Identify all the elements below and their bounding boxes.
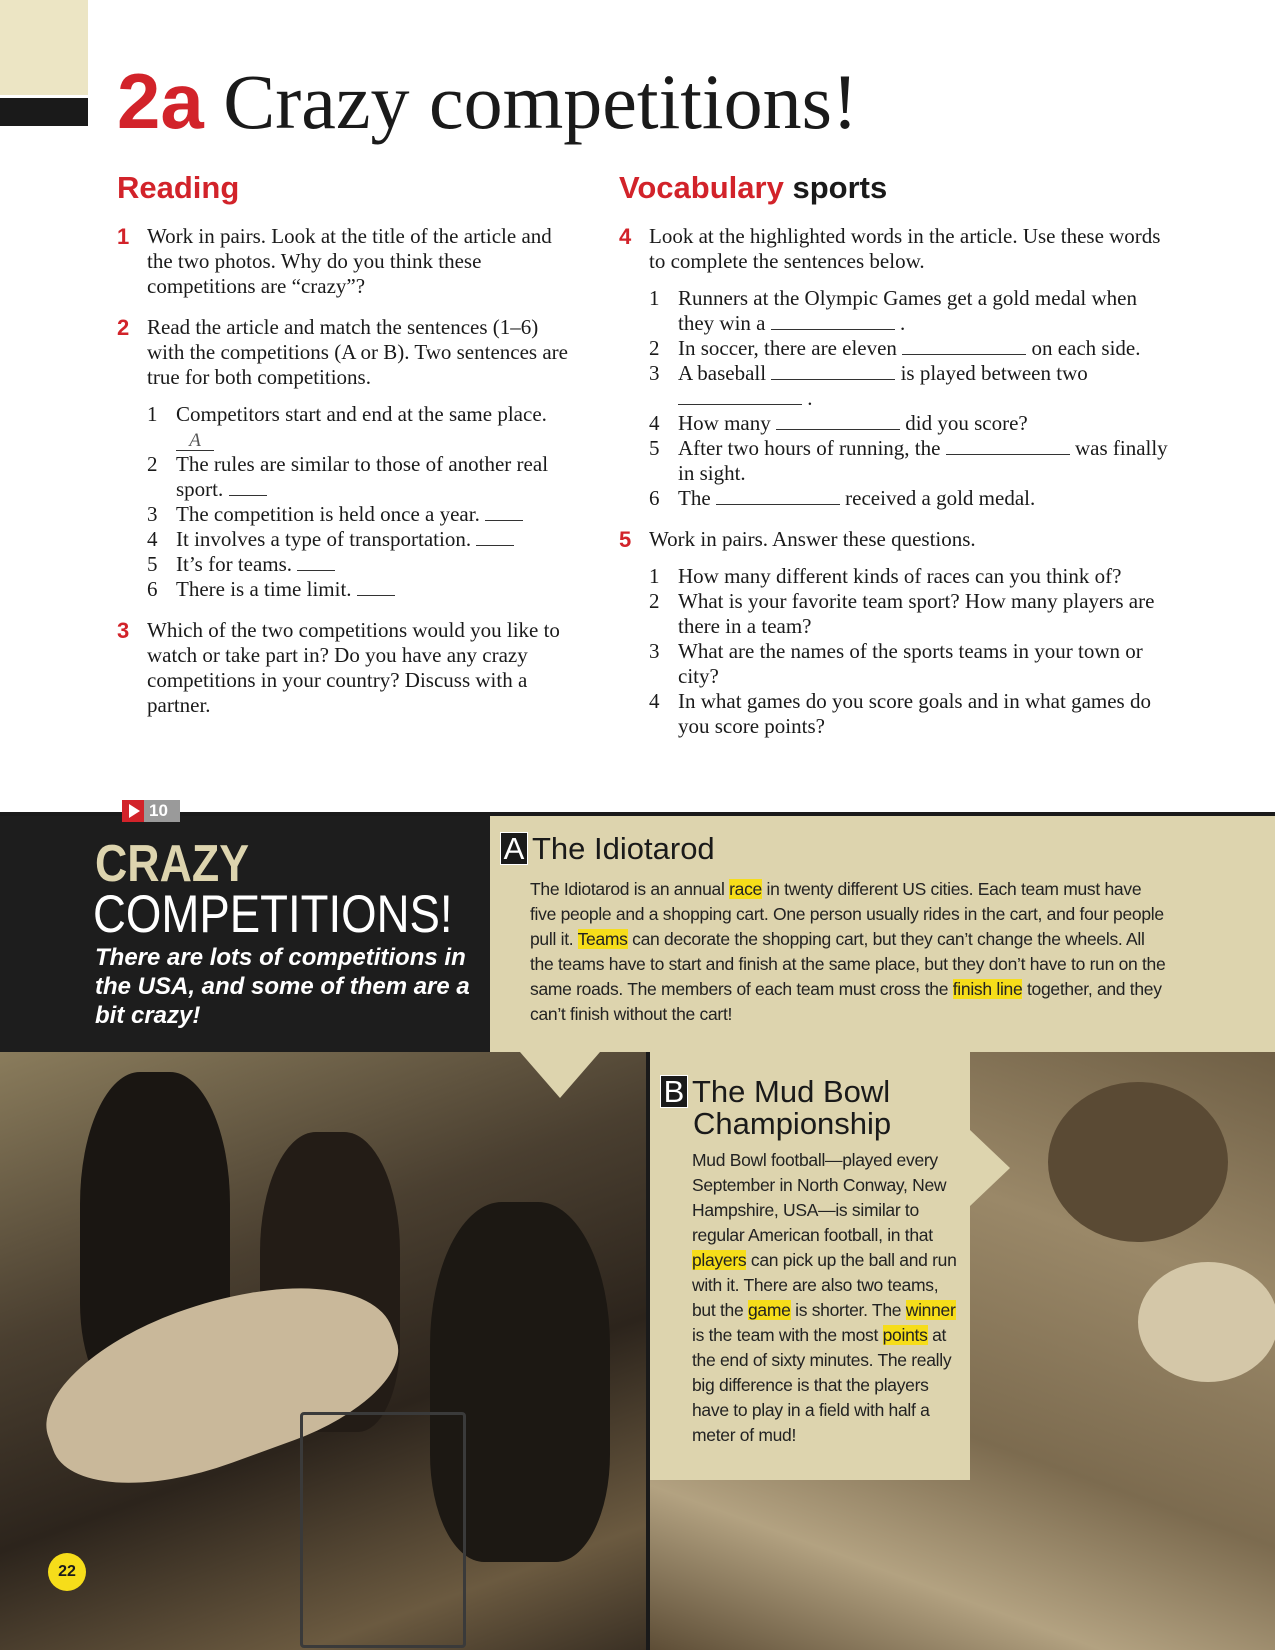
- body-text: in twenty different US cities. Each team must have five people and a shopping cart. One person usually rides in the cart, and four people pull it.: [530, 879, 1164, 949]
- reading-section: [117, 172, 577, 734]
- item-number: 2: [649, 336, 660, 360]
- question-list: [649, 564, 1174, 739]
- article-title-line1: CRAZY: [95, 835, 250, 893]
- item-number: 2: [649, 589, 660, 613]
- section-a-heading: The Idiotarod: [532, 831, 715, 866]
- list-item: [649, 361, 1174, 411]
- body-text: together, and they can’t finish without the cart!: [530, 979, 1162, 1024]
- list-item: [649, 564, 1174, 589]
- answer-blank[interactable]: [357, 595, 395, 596]
- photo-figure: [1048, 1082, 1228, 1242]
- play-icon[interactable]: [122, 800, 144, 822]
- exercise-number: 3: [117, 618, 130, 643]
- exercise-2: [117, 315, 577, 602]
- article-title-line2: COMPETITIONS!: [93, 885, 453, 944]
- exercise-text: Work in pairs. Look at the title of the article and the two photos. Why do you think these competitions are “crazy”?: [147, 224, 552, 298]
- section-b-heading-2: Championship: [693, 1106, 892, 1141]
- item-text: There is a time limit.: [176, 577, 352, 601]
- answer-blank[interactable]: [229, 495, 267, 496]
- item-number: 6: [147, 577, 158, 601]
- item-text: It involves a type of transportation.: [176, 527, 472, 551]
- fill-in-list: [649, 286, 1174, 511]
- item-number: 5: [147, 552, 158, 576]
- item-number: 4: [649, 689, 660, 713]
- body-text: is shorter. The: [790, 1300, 906, 1320]
- section-a-badge: A: [500, 832, 528, 865]
- item-text: Competitors start and end at the same place.: [176, 402, 547, 426]
- vocabulary-heading: [619, 172, 1174, 203]
- corner-tab: [0, 0, 88, 95]
- section-b-body: [692, 1148, 962, 1448]
- callout-pointer-b: [970, 1130, 1010, 1206]
- highlighted-word: finish line: [952, 979, 1023, 999]
- list-item: [147, 527, 577, 552]
- list-item: [649, 639, 1174, 689]
- item-text: was finally in sight.: [678, 436, 1168, 485]
- item-text: Runners at the Olympic Games get a gold medal when they win a: [678, 286, 1137, 335]
- item-number: 3: [649, 639, 660, 663]
- body-text: at the end of sixty minutes. The really big difference is that the players have to play in a field with half a meter of mud!: [692, 1325, 952, 1445]
- item-text: The: [678, 486, 711, 510]
- item-number: 4: [649, 411, 660, 435]
- shopping-cart: [300, 1412, 466, 1648]
- list-item: [649, 589, 1174, 639]
- exercise-1: [117, 224, 577, 299]
- item-number: 2: [147, 452, 158, 476]
- list-item: [147, 502, 577, 527]
- item-text: The rules are similar to those of another real sport.: [176, 452, 549, 501]
- item-text: What is your favorite team sport? How many players are there in a team?: [678, 589, 1155, 638]
- vocabulary-heading-red: Vocabulary: [619, 170, 784, 205]
- exercise-text: Work in pairs. Answer these questions.: [649, 527, 976, 551]
- unit-number: 2a: [117, 57, 204, 145]
- item-number: 6: [649, 486, 660, 510]
- list-item: [649, 486, 1174, 511]
- header-bar: [0, 98, 88, 126]
- item-text: A baseball: [678, 361, 767, 385]
- item-text: The competition is held once a year.: [176, 502, 480, 526]
- exercise-3: [117, 618, 577, 718]
- exercise-text: Look at the highlighted words in the article. Use these words to complete the sentences below.: [649, 224, 1161, 273]
- track-number: 10: [149, 801, 168, 820]
- list-item: [147, 552, 577, 577]
- item-text: .: [807, 386, 813, 410]
- reading-heading: Reading: [117, 170, 240, 205]
- exercise-number: 4: [619, 224, 632, 249]
- list-item: [649, 689, 1174, 739]
- item-text: How many different kinds of races can you think of?: [678, 564, 1122, 588]
- item-number: 5: [649, 436, 660, 460]
- list-item: [649, 336, 1174, 361]
- item-text: In what games do you score goals and in what games do you score points?: [678, 689, 1151, 738]
- section-b-title: [660, 1075, 891, 1140]
- item-text: It’s for teams.: [176, 552, 293, 576]
- body-text: can pick up the ball and run with it. There are also two teams, but the: [692, 1250, 957, 1320]
- answer-blank[interactable]: [297, 570, 335, 571]
- item-text: What are the names of the sports teams in your town or city?: [678, 639, 1143, 688]
- exercise-number: 1: [117, 224, 130, 249]
- fill-blank[interactable]: [771, 363, 895, 380]
- article-top-rule: [0, 812, 1275, 816]
- highlighted-word: points: [882, 1325, 928, 1345]
- exercise-text: Which of the two competitions would you like to watch or take part in? Do you have any crazy competitions in your country? Discuss with a partner.: [147, 618, 560, 717]
- highlighted-word: game: [747, 1300, 791, 1320]
- item-text: received a gold medal.: [845, 486, 1036, 510]
- body-text: can decorate the shopping cart, but they can’t change the wheels. All the teams have to start and finish at the same place, but they don’t have to run on the same roads. The members of each team must cross the: [530, 929, 1166, 999]
- highlighted-word: winner: [905, 1300, 956, 1320]
- body-text: is the team with the most: [692, 1325, 883, 1345]
- item-number: 3: [147, 502, 158, 526]
- answer-blank[interactable]: [485, 520, 523, 521]
- answer-blank[interactable]: [476, 545, 514, 546]
- fill-blank[interactable]: [902, 338, 1026, 355]
- item-text: .: [899, 311, 906, 335]
- section-a-title: [500, 832, 715, 866]
- exercise-number: 2: [117, 315, 130, 340]
- item-text: After two hours of running, the: [678, 436, 941, 460]
- highlighted-word: players: [692, 1250, 747, 1270]
- item-number: 4: [147, 527, 158, 551]
- article-intro: There are lots of competitions in the USA, and some of them are a bit crazy!: [95, 944, 470, 1029]
- callout-pointer-a: [520, 1052, 600, 1098]
- fill-blank[interactable]: [678, 388, 802, 405]
- audio-track[interactable]: [122, 800, 180, 822]
- item-number: 1: [649, 564, 660, 588]
- vocabulary-heading-topic: sports: [792, 170, 888, 205]
- list-item: [147, 577, 577, 602]
- fill-blank[interactable]: [771, 313, 895, 330]
- list-item: [147, 402, 577, 452]
- item-text: In soccer, there are eleven: [678, 336, 897, 360]
- photo-football: [1138, 1262, 1275, 1382]
- unit-title: Crazy competitions!: [223, 58, 858, 145]
- section-a-body: [530, 877, 1170, 1027]
- fill-blank[interactable]: [776, 413, 900, 430]
- item-number: 3: [649, 361, 660, 385]
- match-list: [147, 402, 577, 602]
- answer-blank[interactable]: A: [176, 432, 214, 451]
- exercise-5: [619, 527, 1174, 739]
- item-number: 1: [649, 286, 660, 310]
- list-item: [649, 436, 1174, 486]
- item-text: is played between two: [900, 361, 1088, 385]
- fill-blank[interactable]: [946, 438, 1070, 455]
- item-text: How many: [678, 411, 771, 435]
- item-text: on each side.: [1031, 336, 1141, 360]
- item-number: 1: [147, 402, 158, 426]
- body-text: Mud Bowl football—played every September in North Conway, New Hampshire, USA—is similar to regular American football, in that: [692, 1150, 947, 1245]
- page-number: 22: [48, 1553, 86, 1591]
- section-b-heading-1: The Mud Bowl: [692, 1074, 891, 1109]
- exercise-text: Read the article and match the sentences (1–6) with the competitions (A or B). Two sentences are true for both competitions.: [147, 315, 568, 389]
- idiotarod-photo: [0, 1052, 648, 1650]
- highlighted-word: Teams: [577, 929, 628, 949]
- list-item: [147, 452, 577, 502]
- list-item: [649, 411, 1174, 436]
- vocabulary-section: [619, 172, 1174, 755]
- exercise-number: 5: [619, 527, 632, 552]
- highlighted-word: race: [729, 879, 762, 899]
- item-text: did you score?: [905, 411, 1028, 435]
- fill-blank[interactable]: [716, 488, 840, 505]
- section-b-badge: B: [660, 1075, 688, 1108]
- list-item: [649, 286, 1174, 336]
- page-title: [117, 57, 858, 145]
- exercise-4: [619, 224, 1174, 511]
- body-text: The Idiotarod is an annual: [530, 879, 730, 899]
